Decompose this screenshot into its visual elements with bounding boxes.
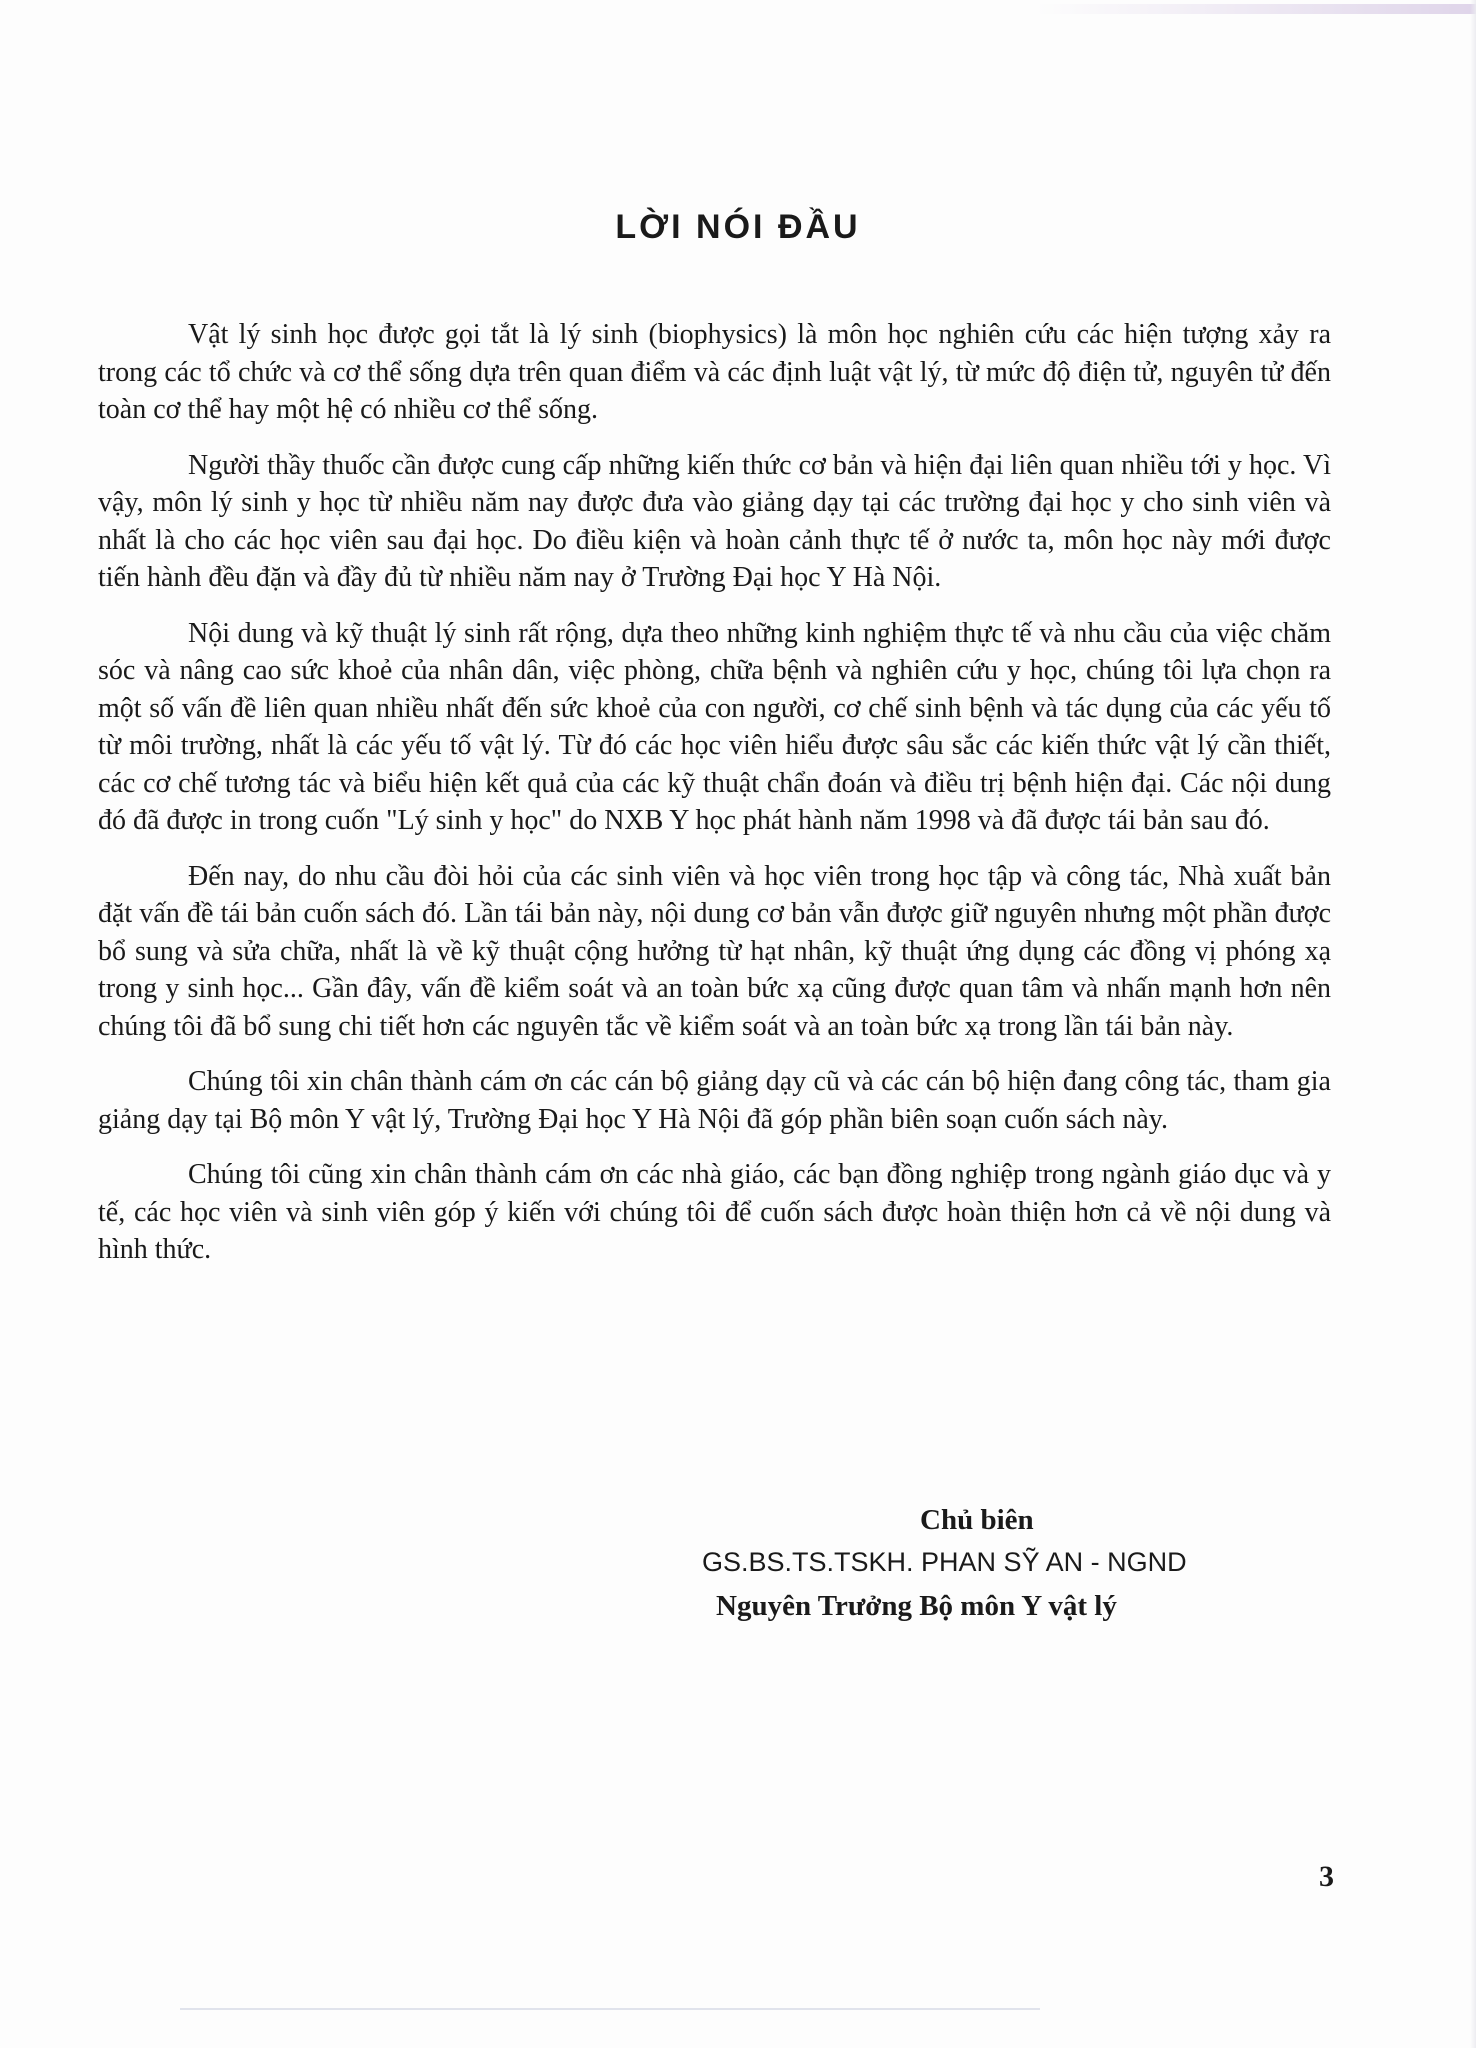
preface-body (98, 316, 1331, 1287)
scan-artifact-bottom (180, 2008, 1040, 2010)
paragraph: Nội dung và kỹ thuật lý sinh rất rộng, dựa theo những kinh nghiệm thực tế và nhu cầu của việc chăm sóc và nâng cao sức khoẻ của nhân dân, việc phòng, chữa bệnh và nghiên cứu y học, chúng tôi lựa chọn ra một số vấn đề liên quan nhiều nhất đến sức khoẻ của con người, cơ chế sinh bệnh và tác dụng của các yếu tố từ môi trường, nhất là các yếu tố vật lý. Từ đó các học viên hiểu được sâu sắc các kiến thức vật lý cần thiết, các cơ chế tương tác và biểu hiện kết quả của các kỹ thuật chẩn đoán và điều trị bệnh hiện đại. Các nội dung đó đã được in trong cuốn "Lý sinh y học" do NXB Y học phát hành năm 1998 và đã được tái bản sau đó. (98, 617, 1331, 836)
paragraph: Chúng tôi xin chân thành cám ơn các cán bộ giảng dạy cũ và các cán bộ hiện đang công tác, tham gia giảng dạy tại Bộ môn Y vật lý, Trường Đại học Y Hà Nội đã góp phần biên soạn cuốn sách này. (98, 1066, 1331, 1135)
signature-name: GS.BS.TS.TSKH. PHAN SỸ AN - NGND (702, 1547, 1187, 1577)
page-number: 3 (1319, 1860, 1334, 1893)
signature-position: Nguyên Trưởng Bộ môn Y vật lý (716, 1590, 1117, 1622)
paragraph: Chúng tôi cũng xin chân thành cám ơn các nhà giáo, các bạn đồng nghiệp trong ngành giáo dục và y tế, các học viên và sinh viên góp ý kiến với chúng tôi để cuốn sách được hoàn thiện hơn cả về nội dung và hình thức. (98, 1159, 1331, 1265)
scan-artifact-top (1036, 4, 1476, 14)
paragraph: Người thầy thuốc cần được cung cấp những kiến thức cơ bản và hiện đại liên quan nhiều tới y học. Vì vậy, môn lý sinh y học từ nhiều năm nay được đưa vào giảng dạy tại các trường đại học y cho sinh viên và nhất là cho các học viên sau đại học. Do điều kiện và hoàn cảnh thực tế ở nước ta, môn học này mới được tiến hành đều đặn và đầy đủ từ nhiều năm nay ở Trường Đại học Y Hà Nội. (98, 449, 1331, 593)
scan-artifact-edge (1470, 0, 1476, 2048)
signature-role: Chủ biên (920, 1504, 1034, 1536)
page-title: LỜI NÓI ĐẦU (615, 208, 861, 246)
signature-block (700, 1504, 1320, 1623)
paragraph: Đến nay, do nhu cầu đòi hỏi của các sinh viên và học viên trong học tập và công tác, Nhà xuất bản đặt vấn đề tái bản cuốn sách đó. Lần tái bản này, nội dung cơ bản vẫn được giữ nguyên nhưng một phần được bổ sung và sửa chữa, nhất là về kỹ thuật cộng hưởng từ hạt nhân, kỹ thuật ứng dụng các đồng vị phóng xạ trong y sinh học... Gần đây, vấn đề kiểm soát và an toàn bức xạ cũng được quan tâm và nhấn mạnh hơn nên chúng tôi đã bổ sung chi tiết hơn các nguyên tắc về kiểm soát và an toàn bức xạ trong lần tái bản này. (98, 860, 1331, 1042)
paragraph: Vật lý sinh học được gọi tắt là lý sinh (biophysics) là môn học nghiên cứu các hiện tượng xảy ra trong các tổ chức và cơ thể sống dựa trên quan điểm và các định luật vật lý, từ mức độ điện tử, nguyên tử đến toàn cơ thể hay một hệ có nhiều cơ thể sống. (98, 319, 1331, 425)
